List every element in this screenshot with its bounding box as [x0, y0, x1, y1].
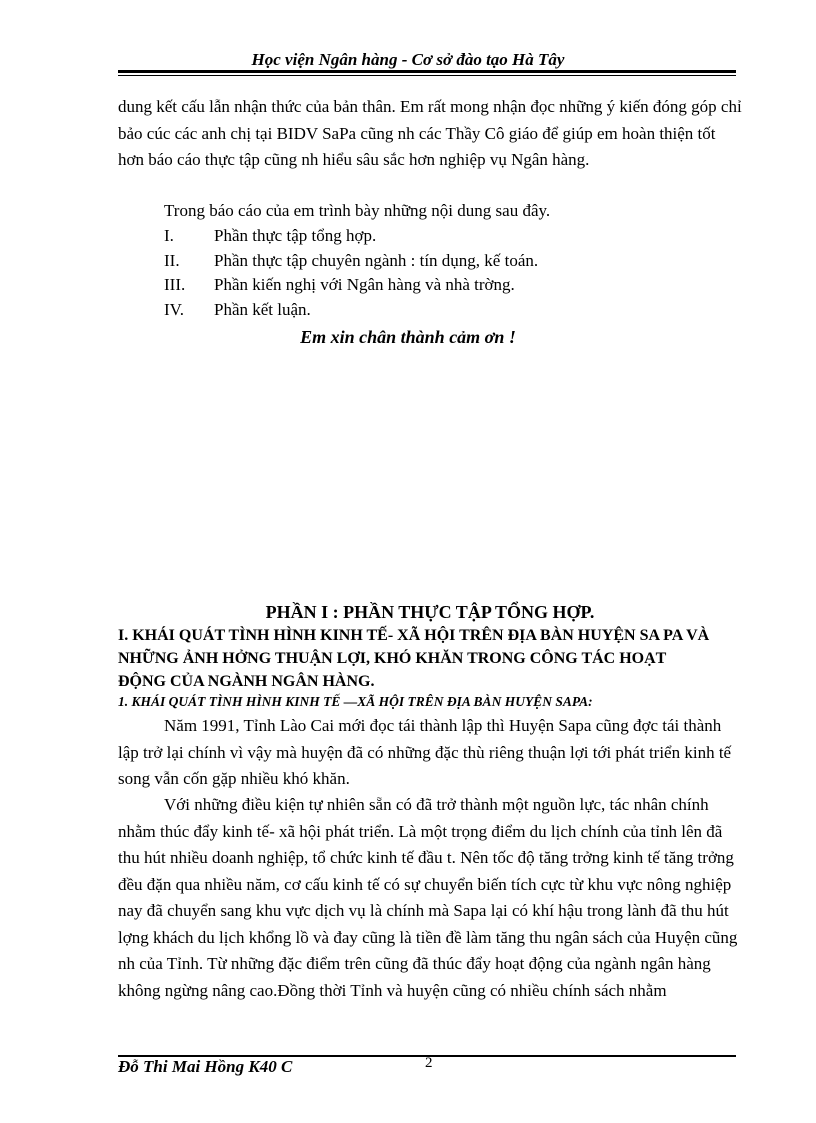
page-header-title: Học viện Ngân hàng - Cơ sở đào tạo Hà Tây	[251, 50, 565, 69]
contents-list	[164, 224, 538, 322]
body-paragraph-1: Năm 1991, Tỉnh Lào Cai mới đọc tái thành lập thì Huyện Sapa cũng đợc tái thành lập trở lại chính vì vậy mà huyện đã có những đặc thù riêng thuận lợi tới phát triển kinh tế song vẫn cốn gặp nhiều khó khăn.	[118, 716, 732, 788]
list-item	[164, 224, 538, 249]
section-heading: I. KHÁI QUÁT TÌNH HÌNH KINH TẾ- XÃ HỘI TRÊN ĐỊA BÀN HUYỆN SA PA VÀ NHỮNG ẢNH HỞNG THUẬN LỢI, KHÓ KHĂN TRONG CÔNG TÁC HOẠT ĐỘNG CỦA NGÀNH NGÂN HÀNG.	[118, 627, 710, 690]
body-paragraph-2: Với những điều kiện tự nhiên sẵn có đã trở thành một nguồn lực, tác nhân chính nhằm thúc đẩy kinh tế- xã hội phát triển. Là một trọng điểm du lịch chính của tỉnh lên đã thu hút nhiều doanh nghiệp, tổ chức kinh tế đầu t. Nên tốc độ tăng trởng kinh tế tăng trởng đều đặn qua nhiều năm, cơ cấu kinh tế có sự chuyển biến tích cực từ khu vực nông nghiệp nay đã chuyển sang khu vực dịch vụ là chính mà Sapa lại có khí hậu trong lành đã thu hút lợng khách du lịch khổng lồ và đay cũng là tiền đề làm tăng thu ngân sách của Huyện cũng nh của Tỉnh. Từ những đặc điểm trên cũng đã thúc đẩy hoạt động của ngành ngân hàng không ngừng nâng cao.Đồng thời Tỉnh và huyện cũng có nhiều chính sách nhằm	[118, 795, 738, 1000]
list-item-text: Phần thực tập chuyên ngành : tín dụng, kế toán.	[214, 250, 539, 270]
contents-intro: Trong báo cáo của em trình bày những nội dung sau đây.	[164, 201, 551, 220]
list-item-number: II.	[164, 250, 180, 270]
list-item	[164, 249, 538, 274]
list-item-number: I.	[164, 226, 174, 245]
list-item-number: IV.	[164, 299, 184, 319]
list-item-text: Phần thực tập tổng hợp.	[214, 226, 377, 245]
header-rule-thick	[118, 70, 736, 73]
page-number: 2	[425, 1055, 433, 1071]
list-item-text: Phần kiến nghị với Ngân hàng và nhà trờng.	[214, 275, 515, 294]
thanks-line: Em xin chân thành cảm ơn !	[300, 327, 516, 347]
list-item	[164, 273, 538, 298]
header-rule-thin	[118, 75, 736, 76]
footer-author: Đỗ Thi Mai Hồng K40 C	[118, 1057, 293, 1076]
list-item-text: Phần kết luận.	[214, 299, 311, 319]
list-item-number: III.	[164, 275, 186, 294]
list-item	[164, 298, 538, 323]
part-title: PHẦN I : PHẦN THỰC TẬP TỔNG HỢP.	[265, 602, 595, 622]
subsection-heading: 1. KHÁI QUÁT TÌNH HÌNH KINH TẾ —XÃ HỘI TRÊN ĐỊA BÀN HUYỆN SAPA:	[118, 694, 593, 709]
intro-paragraph: dung kết cấu lẫn nhận thức của bản thân. Em rất mong nhận đọc những ý kiến đóng góp chỉ bảo cúc các anh chị tại BIDV SaPa cũng nh các Thầy Cô giáo để giúp em hoàn thiện tốt hơn báo cáo thực tập cũng nh hiểu sâu sắc hơn nghiệp vụ Ngân hàng.	[118, 97, 742, 169]
